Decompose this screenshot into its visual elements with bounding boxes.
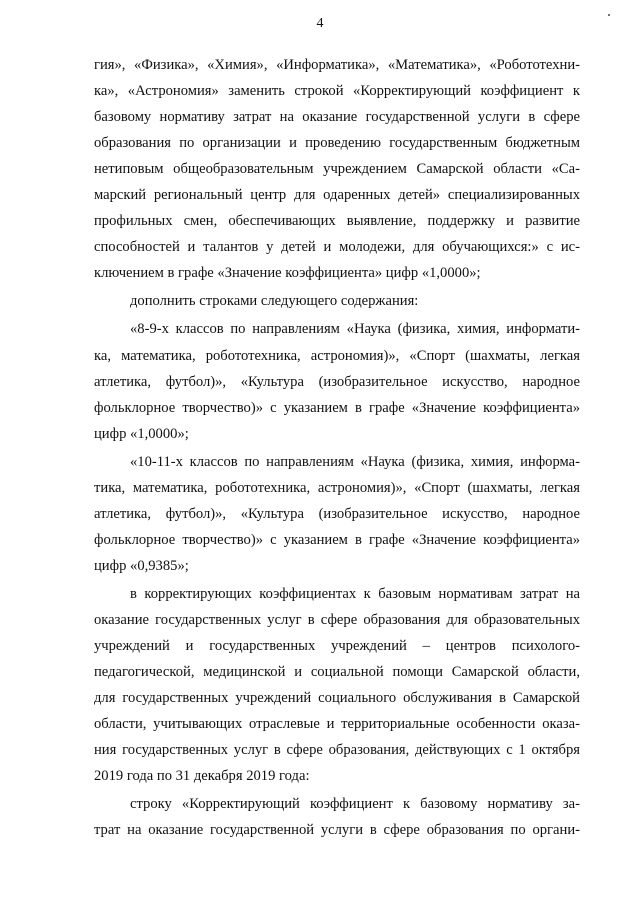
text-line: атлетика, футбол)», «Культура (изобразительное искусство, народное xyxy=(94,505,580,522)
text-line: нетиповым общеобразовательным учреждением Самарской области «Са- xyxy=(94,161,580,178)
text-line: 2019 года по 31 декабря 2019 года: xyxy=(94,768,310,785)
document-body xyxy=(94,52,580,843)
text-line: тика, математика, робототехника, астрономия)», «Спорт (шахматы, легкая xyxy=(94,479,580,496)
text-line: способностей и талантов у детей и молодежи, для обучающихся:» с ис- xyxy=(94,239,580,256)
text-line: образования по организации и проведению государственным бюджетным xyxy=(94,135,580,152)
text-line: учреждений и государственных учреждений – центров психолого- xyxy=(94,638,580,655)
text-line: профильных смен, обеспечивающих выявление, поддержку и развитие xyxy=(94,213,580,230)
paragraph-4 xyxy=(94,449,580,579)
text-line: фольклорное творчество)» с указанием в графе «Значение коэффициента» xyxy=(94,531,580,548)
text-line: трат на оказание государственной услуги в сфере образования по органи- xyxy=(94,822,580,839)
text-line: области, учитывающих отраслевые и территориальные особенности оказа- xyxy=(94,716,580,733)
text-line: «10-11-х классов по направлениям «Наука (физика, химия, информа- xyxy=(130,453,580,470)
text-line: атлетика, футбол)», «Культура (изобразительное искусство, народное xyxy=(94,373,580,390)
text-line: ключением в графе «Значение коэффициента» цифр «1,0000»; xyxy=(94,265,481,282)
text-line: для государственных учреждений социального обслуживания в Самарской xyxy=(94,690,580,707)
text-line: ка, математика, робототехника, астрономия)», «Спорт (шахматы, легкая xyxy=(94,347,580,364)
text-line: базовому нормативу затрат на оказание государственной услуги в сфере xyxy=(94,109,580,126)
paragraph-1 xyxy=(94,52,580,286)
paragraph-5 xyxy=(94,581,580,789)
text-line: цифр «0,9385»; xyxy=(94,557,189,574)
text-line: гия», «Физика», «Химия», «Информатика», «Математика», «Робототехни- xyxy=(94,57,580,73)
text-line: педагогической, медицинской и социальной помощи Самарской области, xyxy=(94,664,580,681)
text-line: строку «Корректирующий коэффициент к базовому нормативу за- xyxy=(130,796,580,813)
paragraph-6 xyxy=(94,791,580,843)
text-line: оказание государственных услуг в сфере образования для образовательных xyxy=(94,611,580,628)
page-number: 4 xyxy=(316,16,324,31)
text-line: «8-9-х классов по направлениям «Наука (физика, химия, информати- xyxy=(130,321,580,338)
text-line: ка», «Астрономия» заменить строкой «Корректирующий коэффициент к xyxy=(94,83,580,100)
paragraph-2 xyxy=(94,288,580,314)
text-line: в корректирующих коэффициентах к базовым нормативам затрат на xyxy=(130,585,580,602)
scan-speck xyxy=(608,14,610,16)
text-line: дополнить строками следующего содержания: xyxy=(130,293,419,310)
text-line: фольклорное творчество)» с указанием в графе «Значение коэффициента» xyxy=(94,399,580,416)
text-line: цифр «1,0000»; xyxy=(94,425,189,442)
text-line: марский региональный центр для одаренных детей» специализированных xyxy=(94,187,580,204)
paragraph-3 xyxy=(94,316,580,446)
text-line: ния государственных услуг в сфере образования, действующих с 1 октября xyxy=(94,742,580,759)
